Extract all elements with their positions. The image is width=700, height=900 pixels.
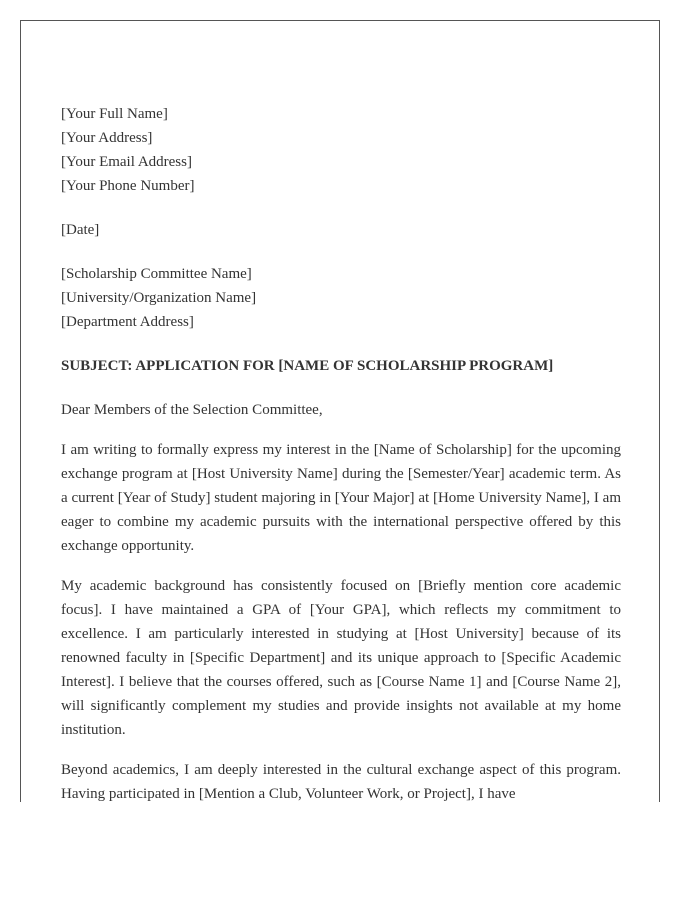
- letter-date: [Date]: [61, 222, 100, 238]
- recipient-block: [61, 262, 621, 334]
- salutation: Dear Members of the Selection Committee,: [61, 402, 323, 418]
- date-block: [61, 218, 621, 242]
- paragraph-cultural: Beyond academics, I am deeply interested in the cultural exchange aspect of this program. Having participated in [Mention a Club, Volunteer Work, or Project], I have: [61, 762, 621, 802]
- paragraph-intro: I am writing to formally express my interest in the [Name of Scholarship] for the upcoming exchange program at [Host University Name] during the [Semester/Year] academic term. As a current [Year of Study] student majoring in [Your Major] at [Home University Name], I am eager to combine my academic pursuits with the international perspective offered by this exchange opportunity.: [61, 442, 621, 554]
- recipient-committee: [Scholarship Committee Name]: [61, 266, 252, 282]
- recipient-organization: [University/Organization Name]: [61, 290, 257, 306]
- paragraph-academic: My academic background has consistently focused on [Briefly mention core academic focus]. I have maintained a GPA of [Your GPA], which reflects my commitment to excellence. I am particularly interested in studying at [Host University] because of its renowned faculty in [Specific Department] and its unique approach to [Specific Academic Interest]. I believe that the courses offered, such as [Course Name 1] and [Course Name 2], will significantly complement my studies and provide insights not available at my home institution.: [61, 578, 621, 738]
- sender-email: [Your Email Address]: [61, 154, 192, 170]
- sender-block: [61, 102, 621, 198]
- letter-page: [20, 20, 660, 802]
- sender-phone: [Your Phone Number]: [61, 178, 195, 194]
- sender-address: [Your Address]: [61, 130, 153, 146]
- subject-line: SUBJECT: APPLICATION FOR [NAME OF SCHOLARSHIP PROGRAM]: [61, 358, 554, 374]
- letter-body: [61, 102, 621, 802]
- sender-name: [Your Full Name]: [61, 106, 168, 122]
- recipient-department-address: [Department Address]: [61, 314, 194, 330]
